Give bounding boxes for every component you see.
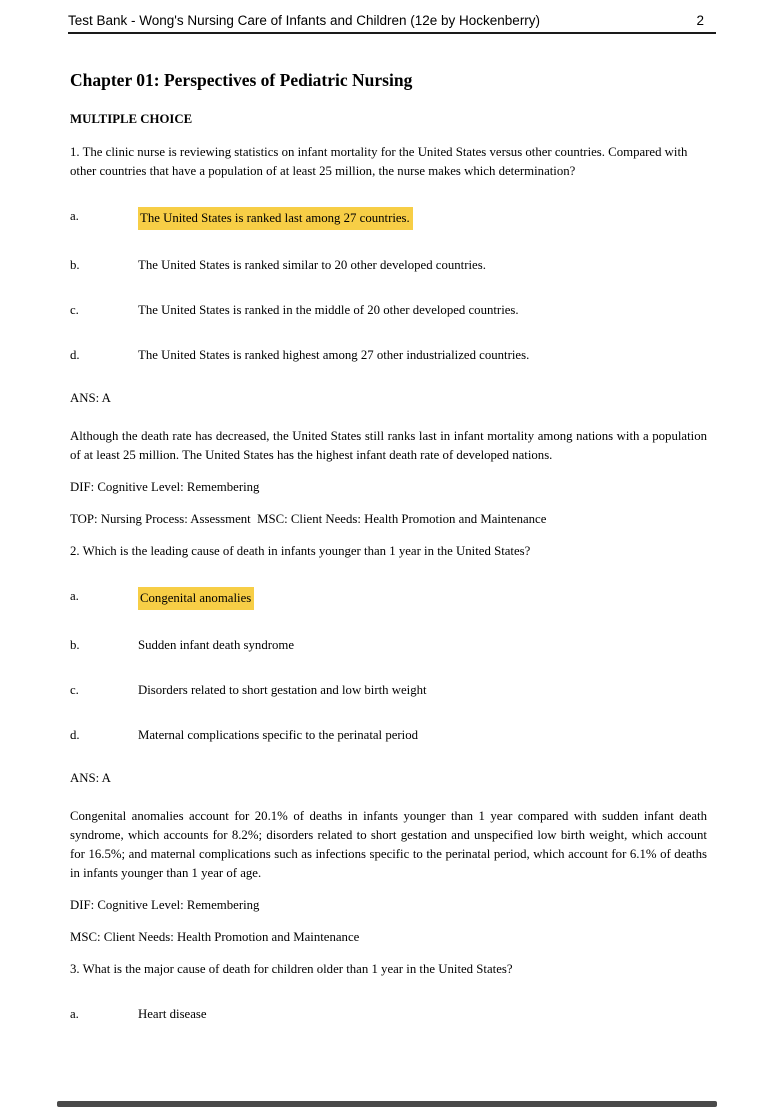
option-letter: b. <box>70 638 80 652</box>
question-3 <box>70 960 707 1024</box>
option-letter: d. <box>70 728 80 742</box>
answer-line: ANS: A <box>70 771 111 785</box>
page-edge-bar <box>57 1101 717 1107</box>
answer-option <box>70 256 707 275</box>
option-text: Sudden infant death syndrome <box>138 638 295 652</box>
option-letter: a. <box>70 589 79 603</box>
option-text: Heart disease <box>138 1007 207 1021</box>
answer-option <box>70 1005 707 1024</box>
option-letter: b. <box>70 258 80 272</box>
page-header <box>68 12 716 34</box>
answer-option <box>70 636 707 655</box>
option-text: The United States is ranked similar to 20 other developed countries. <box>138 258 486 272</box>
option-letter: a. <box>70 209 79 223</box>
answer-option <box>70 301 707 320</box>
msc-line: MSC: Client Needs: Health Promotion and Maintenance <box>70 930 360 944</box>
top-msc-line: TOP: Nursing Process: Assessment MSC: Client Needs: Health Promotion and Maintenance <box>70 512 547 526</box>
header-title: Test Bank - Wong's Nursing Care of Infants and Children (12e by Hockenberry) <box>68 13 541 28</box>
answer-option <box>70 346 707 365</box>
dif-line: DIF: Cognitive Level: Remembering <box>70 480 260 494</box>
option-letter: d. <box>70 348 80 362</box>
option-letter: a. <box>70 1007 79 1021</box>
option-letter: c. <box>70 303 79 317</box>
document-page <box>0 12 773 1107</box>
question-1 <box>70 143 707 529</box>
question-2 <box>70 542 707 947</box>
option-text: Disorders related to short gestation and low birth weight <box>138 683 427 697</box>
option-text-highlighted: Congenital anomalies <box>138 587 254 610</box>
section-label: MULTIPLE CHOICE <box>70 112 193 126</box>
question-stem: 3. What is the major cause of death for children older than 1 year in the United States? <box>70 962 513 976</box>
chapter-title: Chapter 01: Perspectives of Pediatric Nursing <box>70 70 413 90</box>
option-text: The United States is ranked highest among 27 other industrialized countries. <box>138 348 530 362</box>
question-stem: 1. The clinic nurse is reviewing statistics on infant mortality for the United States versus other countries. Compared with other countries that have a population of at least 25 million, the nurse makes which determination? <box>70 145 688 178</box>
option-text: Maternal complications specific to the perinatal period <box>138 728 419 742</box>
page-content <box>70 68 707 1024</box>
answer-line: ANS: A <box>70 391 111 405</box>
question-stem: 2. Which is the leading cause of death in infants younger than 1 year in the United States? <box>70 544 531 558</box>
rationale-text: Congenital anomalies account for 20.1% of deaths in infants younger than 1 year compared with sudden infant death syndrome, which accounts for 8.2%; disorders related to short gestation and unspecified low birth weight, which account for 16.5%; and maternal complications such as infections specific to the perinatal period, which account for 6.1% of deaths in infants younger than 1 year of age. <box>70 809 707 880</box>
page-number: 2 <box>696 13 704 28</box>
answer-option <box>70 726 707 745</box>
option-text-highlighted: The United States is ranked last among 27 countries. <box>138 207 413 230</box>
option-text: The United States is ranked in the middle of 20 other developed countries. <box>138 303 519 317</box>
answer-option <box>70 587 707 610</box>
rationale-text: Although the death rate has decreased, the United States still ranks last in infant mortality among nations with a population of at least 25 million. The United States has the highest infant death rate of developed nations. <box>70 429 707 462</box>
dif-line: DIF: Cognitive Level: Remembering <box>70 898 260 912</box>
answer-option <box>70 681 707 700</box>
answer-option <box>70 207 707 230</box>
option-letter: c. <box>70 683 79 697</box>
